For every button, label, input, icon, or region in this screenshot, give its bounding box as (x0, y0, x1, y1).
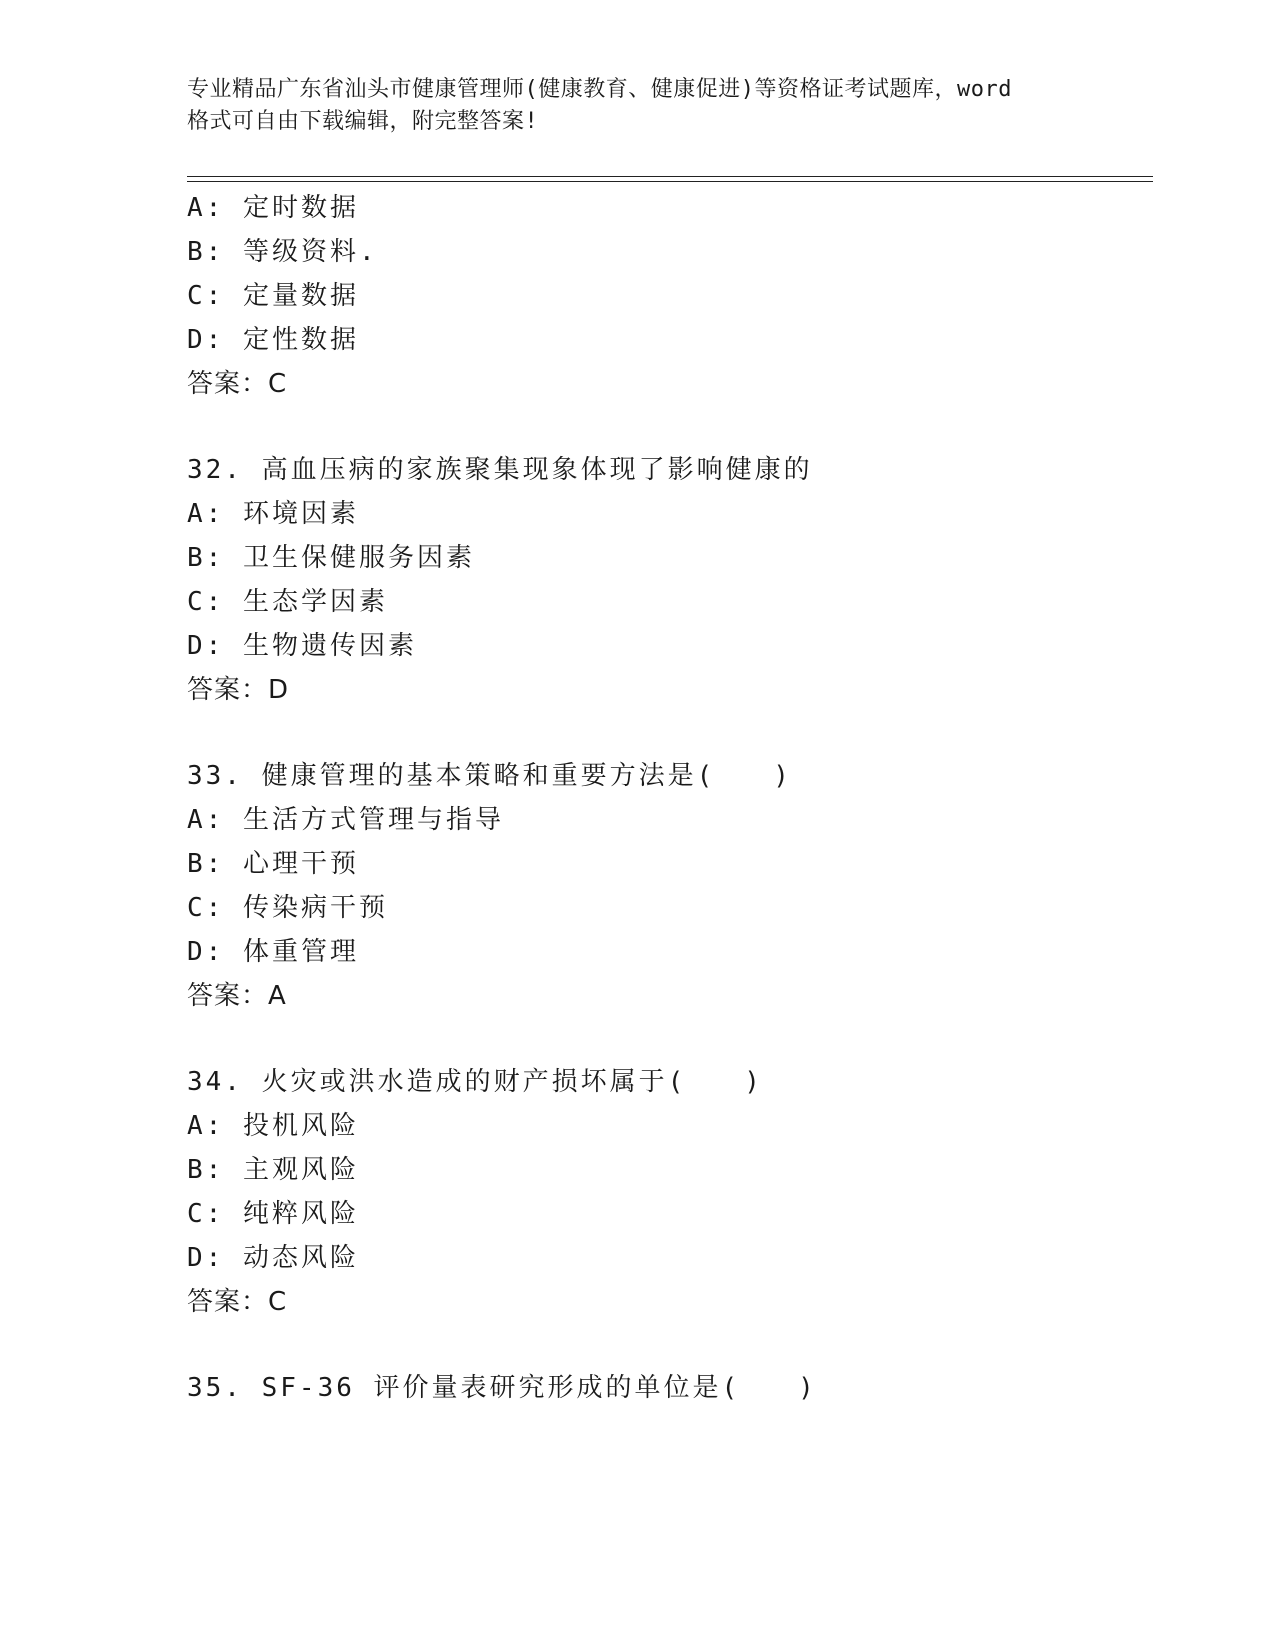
q31-answer: 答案：C (187, 369, 288, 399)
q31-option-b: B: 等级资料. (187, 237, 378, 267)
q32-option-d: D: 生物遗传因素 (187, 631, 417, 661)
document-header (187, 74, 1087, 138)
q33-option-b: B: 心理干预 (187, 849, 359, 879)
q32-option-a: A: 环境因素 (187, 499, 359, 529)
header-line-1: 专业精品广东省汕头市健康管理师(健康教育、健康促进)等资格证考试题库，word (187, 77, 1012, 102)
q32-option-c: C: 生态学因素 (187, 587, 388, 617)
q34-option-c: C: 纯粹风险 (187, 1199, 359, 1229)
header-rule-bottom (187, 181, 1153, 182)
q34-option-a: A: 投机风险 (187, 1111, 359, 1141)
q33-option-c: C: 传染病干预 (187, 893, 388, 923)
q33-question: 33. 健康管理的基本策略和重要方法是( ) (187, 761, 792, 791)
q34-question: 34. 火灾或洪水造成的财产损坏属于( ) (187, 1067, 763, 1097)
q33-option-d: D: 体重管理 (187, 937, 359, 967)
q35-question: 35. SF-36 评价量表研究形成的单位是( ) (187, 1373, 817, 1403)
q34-option-b: B: 主观风险 (187, 1155, 359, 1185)
header-line-2: 格式可自由下载编辑，附完整答案! (187, 109, 539, 134)
q32-answer: 答案：D (187, 675, 290, 705)
q34-option-d: D: 动态风险 (187, 1243, 359, 1273)
q33-option-a: A: 生活方式管理与指导 (187, 805, 504, 835)
q31-option-c: C: 定量数据 (187, 281, 359, 311)
q32-question: 32. 高血压病的家族聚集现象体现了影响健康的 (187, 455, 813, 485)
header-rule-top (187, 176, 1153, 177)
q31-option-d: D: 定性数据 (187, 325, 359, 355)
q32-option-b: B: 卫生保健服务因素 (187, 543, 475, 573)
q31-option-a: A: 定时数据 (187, 193, 359, 223)
q34-answer: 答案：C (187, 1287, 288, 1317)
q33-answer: 答案：A (187, 981, 287, 1011)
